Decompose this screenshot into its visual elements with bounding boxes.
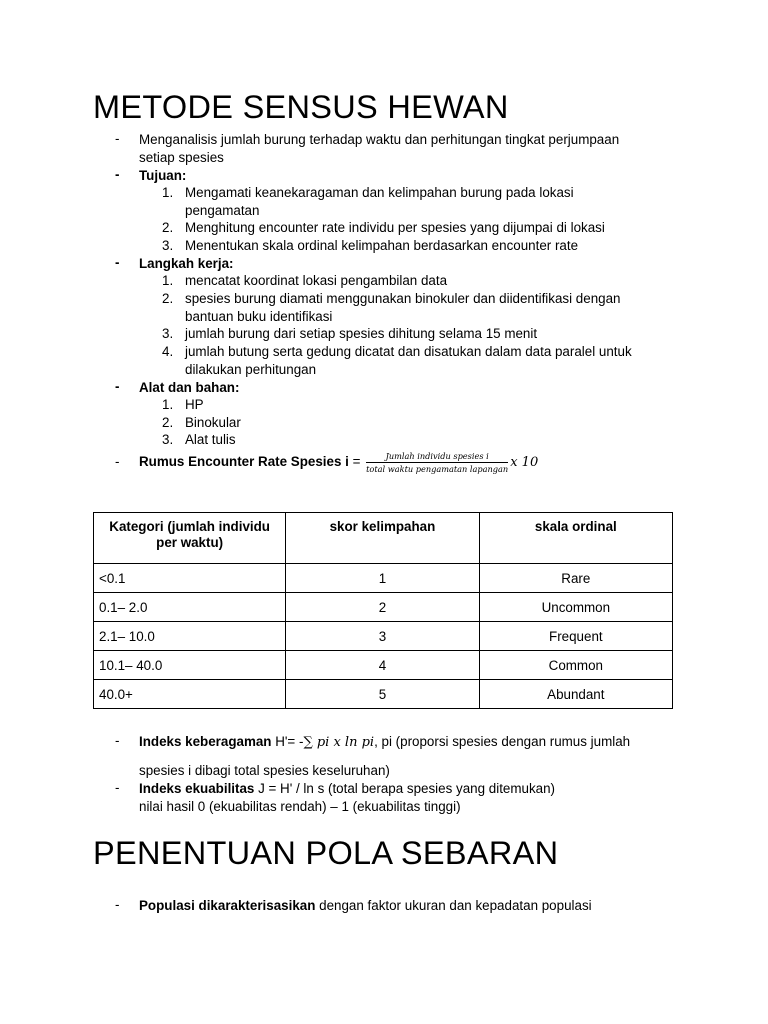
bullet-dash: -	[115, 131, 120, 146]
bullet-dash: -	[115, 255, 120, 270]
section-title-metode: METODE SENSUS HEWAN	[93, 89, 509, 125]
langkah-number: 1.	[162, 273, 174, 288]
tujuan-number: 2.	[162, 220, 174, 235]
table-row	[94, 680, 673, 709]
populasi-label: Populasi dikarakterisasikan	[139, 898, 316, 913]
indeks-ekuabilitas-rest: J = H' / ln s (total berapa spesies yang ditemukan)	[254, 781, 556, 796]
alat-item: Binokular	[185, 415, 241, 430]
rumus-suffix: x 10	[510, 455, 539, 470]
indeks-keberagaman-line2: spesies i dibagi total spesies keseluruhan)	[139, 763, 390, 778]
rumus-label: Rumus Encounter Rate Spesies i	[139, 454, 349, 469]
langkah-item: jumlah butung serta gedung dicatat dan disatukan dalam data paralel untuk	[185, 344, 632, 359]
indeks-keberagaman-rest: , pi (proporsi spesies dengan rumus jumlah	[374, 734, 631, 749]
table-cell-skor: 5	[286, 680, 479, 709]
table-header-skala: skala ordinal	[479, 513, 672, 564]
table-cell-skor: 2	[286, 593, 479, 622]
table-cell-skala: Abundant	[479, 680, 672, 709]
table-cell-skala: Uncommon	[479, 593, 672, 622]
indeks-ekuabilitas-line	[139, 780, 555, 798]
intro-text-line1: Menganalisis jumlah burung terhadap waktu dan perhitungan tingkat perjumpaan	[139, 132, 620, 147]
langkah-item: spesies burung diamati menggunakan binokuler dan diidentifikasi dengan	[185, 291, 621, 306]
table-cell-skor: 3	[286, 622, 479, 651]
bullet-dash: -	[115, 780, 120, 795]
tujuan-item-cont: pengamatan	[185, 203, 260, 218]
table-cell-kategori: 40.0+	[94, 680, 286, 709]
langkah-item-cont: dilakukan perhitungan	[185, 362, 317, 377]
section-title-pola: PENENTUAN POLA SEBARAN	[93, 835, 559, 871]
langkah-item: mencatat koordinat lokasi pengambilan data	[185, 273, 448, 288]
bullet-dash: -	[115, 733, 120, 748]
table-header-skor: skor kelimpahan	[286, 513, 479, 564]
indeks-keberagaman-prefix: H'= -	[271, 734, 304, 749]
alat-number: 3.	[162, 432, 174, 447]
rumus-line	[139, 448, 538, 477]
langkah-item: jumlah burung dari setiap spesies dihitung selama 15 menit	[185, 326, 538, 341]
table-cell-skala: Common	[479, 651, 672, 680]
populasi-rest: dengan faktor ukuran dan kepadatan populasi	[315, 898, 592, 913]
tujuan-item: Menentukan skala ordinal kelimpahan berdasarkan encounter rate	[185, 238, 579, 253]
intro-text-line2: setiap spesies	[139, 150, 224, 165]
bullet-dash: -	[115, 379, 120, 394]
tujuan-label: Tujuan:	[139, 168, 187, 183]
table-cell-skor: 1	[286, 564, 479, 593]
langkah-label: Langkah kerja:	[139, 256, 234, 271]
kelimpahan-table	[93, 512, 673, 709]
table-cell-kategori: 0.1– 2.0	[94, 593, 286, 622]
langkah-number: 4.	[162, 344, 174, 359]
indeks-ekuabilitas-label: Indeks ekuabilitas	[139, 781, 255, 796]
bullet-dash: -	[115, 167, 120, 182]
table-cell-kategori: 10.1– 40.0	[94, 651, 286, 680]
populasi-line	[139, 897, 592, 915]
rumus-denominator: total waktu pengamatan lapangan	[366, 463, 509, 474]
alat-item: Alat tulis	[185, 432, 236, 447]
indeks-keberagaman-line	[139, 733, 630, 752]
bullet-dash: -	[115, 897, 120, 912]
alat-item: HP	[185, 397, 204, 412]
indeks-ekuabilitas-line2: nilai hasil 0 (ekuabilitas rendah) – 1 (ekuabilitas tinggi)	[139, 799, 461, 814]
table-row	[94, 593, 673, 622]
indeks-keberagaman-formula: ∑ pi x ln pi	[303, 735, 375, 750]
rumus-fraction	[366, 451, 508, 474]
table-row	[94, 651, 673, 680]
tujuan-item: Menghitung encounter rate individu per spesies yang dijumpai di lokasi	[185, 220, 605, 235]
table-header-row	[94, 513, 673, 564]
table-cell-kategori: <0.1	[94, 564, 286, 593]
langkah-number: 2.	[162, 291, 174, 306]
langkah-item-cont: bantuan buku identifikasi	[185, 309, 333, 324]
tujuan-item: Mengamati keanekaragaman dan kelimpahan burung pada lokasi	[185, 185, 574, 200]
alat-number: 2.	[162, 415, 174, 430]
tujuan-number: 1.	[162, 185, 174, 200]
table-cell-skala: Rare	[479, 564, 672, 593]
table-header-kategori: Kategori (jumlah individu per waktu)	[94, 513, 286, 564]
indeks-keberagaman-label: Indeks keberagaman	[139, 734, 272, 749]
langkah-number: 3.	[162, 326, 174, 341]
tujuan-number: 3.	[162, 238, 174, 253]
table-row	[94, 622, 673, 651]
table-cell-kategori: 2.1– 10.0	[94, 622, 286, 651]
alat-label: Alat dan bahan:	[139, 380, 240, 395]
table-cell-skor: 4	[286, 651, 479, 680]
alat-number: 1.	[162, 397, 174, 412]
table-cell-skala: Frequent	[479, 622, 672, 651]
rumus-numerator: Jumlah individu spesies i	[366, 451, 508, 463]
rumus-equals: =	[348, 454, 365, 469]
table-row	[94, 564, 673, 593]
bullet-dash: -	[115, 454, 120, 469]
